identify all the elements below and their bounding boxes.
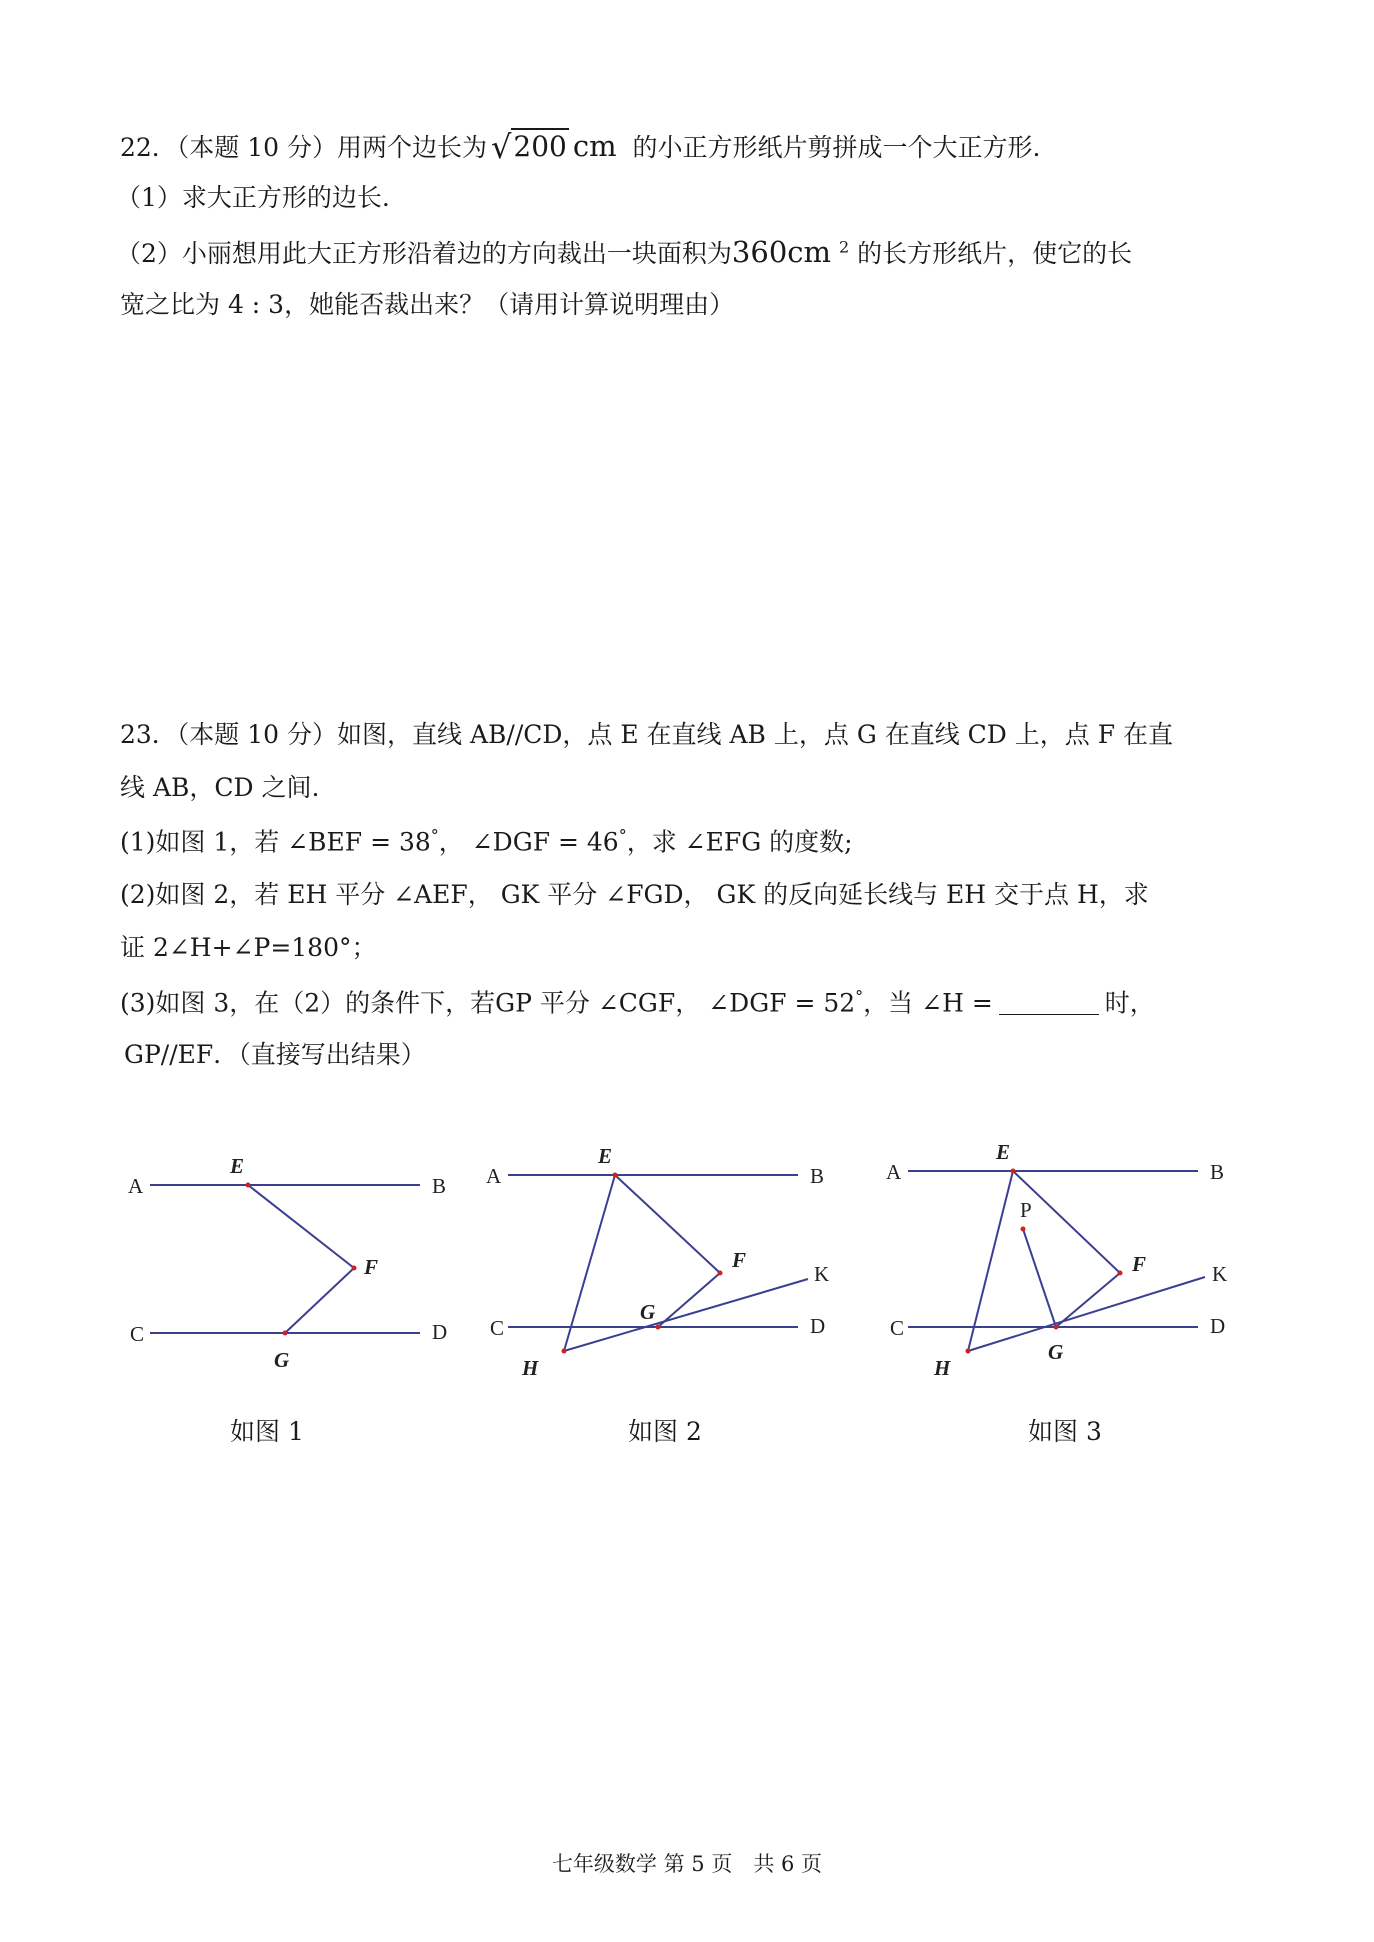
label-g: G bbox=[274, 1348, 290, 1372]
label-e: E bbox=[598, 1144, 613, 1168]
label-c: C bbox=[490, 1316, 505, 1340]
q22-part2-rest: ，她能否裁出来？（请用计算说明理由） bbox=[284, 290, 735, 319]
q22-area: 360cm bbox=[731, 235, 832, 269]
segment-fg bbox=[1056, 1273, 1120, 1327]
label-b: B bbox=[432, 1174, 447, 1198]
q23-line2: 线 AB，CD 之间. bbox=[120, 773, 320, 802]
q23-p3-a: (3)如图 3，在（2）的条件下，若GP 平分 ∠CGF， ∠DGF = 52 bbox=[120, 988, 856, 1018]
figure-3-diagram bbox=[880, 1135, 1260, 1385]
segment-eh bbox=[968, 1171, 1013, 1351]
point-h bbox=[562, 1349, 567, 1354]
point-h bbox=[966, 1349, 971, 1354]
label-h: H bbox=[522, 1356, 539, 1380]
segment-fg bbox=[658, 1273, 720, 1327]
q23-part1 bbox=[120, 826, 853, 857]
segment-fg bbox=[285, 1268, 354, 1333]
q22-stem bbox=[120, 128, 1040, 166]
point-g bbox=[1054, 1325, 1059, 1330]
label-k: K bbox=[814, 1262, 830, 1286]
q22-prefix: 22．（本题 10 分）用两个边长为 bbox=[120, 133, 488, 162]
label-b: B bbox=[810, 1164, 825, 1188]
label-d: D bbox=[1210, 1314, 1226, 1338]
sqrt-expression bbox=[491, 128, 569, 166]
segment-ef bbox=[615, 1175, 720, 1273]
figure-3 bbox=[880, 1135, 1260, 1389]
q23-part3-line2: GP//EF．（直接写出结果） bbox=[124, 1040, 426, 1069]
label-g: G bbox=[640, 1300, 656, 1324]
figure-3-caption: 如图 3 bbox=[1028, 1417, 1102, 1446]
label-a: A bbox=[128, 1174, 144, 1198]
figure-2-diagram bbox=[480, 1135, 860, 1385]
point-g bbox=[283, 1331, 288, 1336]
label-c: C bbox=[130, 1322, 145, 1346]
line-hk bbox=[968, 1277, 1205, 1351]
point-f bbox=[352, 1266, 357, 1271]
q23-p1-a: (1)如图 1，若 ∠BEF = 38 bbox=[120, 827, 431, 857]
answer-blank[interactable] bbox=[999, 992, 1099, 1015]
label-a: A bbox=[886, 1160, 902, 1184]
label-a: A bbox=[486, 1164, 502, 1188]
point-f bbox=[718, 1271, 723, 1276]
point-p bbox=[1021, 1227, 1026, 1232]
q23-line1: 23．（本题 10 分）如图，直线 AB//CD，点 E 在直线 AB 上，点 G 在直线 CD 上，点 F 在直 bbox=[120, 720, 1174, 749]
q22-part2-line1 bbox=[116, 235, 1132, 270]
q23-p3-c: 时， bbox=[1104, 988, 1155, 1018]
label-e: E bbox=[230, 1154, 245, 1178]
q22-unit: cm bbox=[572, 129, 617, 163]
page-footer: 七年级数学 第 5 页 共 6 页 bbox=[551, 1852, 823, 1876]
figure-2 bbox=[480, 1135, 860, 1389]
label-k: K bbox=[1212, 1262, 1228, 1286]
q23-p3-b: ，当 ∠H = bbox=[863, 988, 993, 1018]
label-f: F bbox=[1132, 1252, 1147, 1276]
segment-ef bbox=[1013, 1171, 1120, 1273]
radicand: 200 bbox=[513, 130, 567, 163]
figure-1-diagram bbox=[120, 1135, 460, 1385]
label-f: F bbox=[732, 1248, 747, 1272]
point-e bbox=[1011, 1169, 1016, 1174]
label-c: C bbox=[890, 1316, 905, 1340]
degree-1: ° bbox=[430, 826, 439, 845]
q22-suffix: 的小正方形纸片剪拼成一个大正方形. bbox=[632, 133, 1041, 162]
degree-2: ° bbox=[618, 826, 627, 845]
point-f bbox=[1118, 1271, 1123, 1276]
radical-sign: √ bbox=[491, 128, 512, 166]
q23-p1-b: ， ∠DGF = 46 bbox=[438, 827, 619, 857]
degree-3: ° bbox=[855, 987, 864, 1006]
label-f: F bbox=[364, 1255, 379, 1279]
q22-part2-a: （2）小丽想用此大正方形沿着边的方向裁出一块面积为 bbox=[116, 239, 732, 268]
label-d: D bbox=[432, 1320, 448, 1344]
q22-ratio: 宽之比为 4 : 3 bbox=[120, 290, 285, 319]
point-e bbox=[613, 1173, 618, 1178]
q22-part2-line2 bbox=[120, 290, 734, 320]
figure-1 bbox=[120, 1135, 460, 1389]
segment-ef bbox=[248, 1185, 354, 1268]
label-h: H bbox=[934, 1356, 951, 1380]
q22-area-exponent: 2 bbox=[838, 237, 850, 257]
line-hk bbox=[564, 1279, 808, 1351]
q22-part1: （1）求大正方形的边长. bbox=[116, 183, 390, 212]
q23-part3 bbox=[120, 987, 1155, 1018]
label-b: B bbox=[1210, 1160, 1225, 1184]
figure-1-caption: 如图 1 bbox=[230, 1417, 304, 1446]
q23-part2-line2: 证 2∠H+∠P=180°； bbox=[120, 933, 377, 962]
q23-p1-c: ，求 ∠EFG 的度数; bbox=[626, 827, 853, 857]
figure-2-caption: 如图 2 bbox=[628, 1417, 702, 1446]
segment-pg bbox=[1023, 1229, 1056, 1327]
q23-part2-line1: (2)如图 2，若 EH 平分 ∠AEF， GK 平分 ∠FGD， GK 的反向延长线与 EH 交于点 H，求 bbox=[120, 880, 1149, 909]
point-g bbox=[656, 1325, 661, 1330]
label-p: P bbox=[1020, 1198, 1032, 1222]
q22-part2-b: 的长方形纸片，使它的长 bbox=[857, 239, 1133, 268]
segment-eh bbox=[564, 1175, 615, 1351]
label-e: E bbox=[996, 1140, 1011, 1164]
label-g: G bbox=[1048, 1340, 1064, 1364]
point-e bbox=[246, 1183, 251, 1188]
label-d: D bbox=[810, 1314, 826, 1338]
